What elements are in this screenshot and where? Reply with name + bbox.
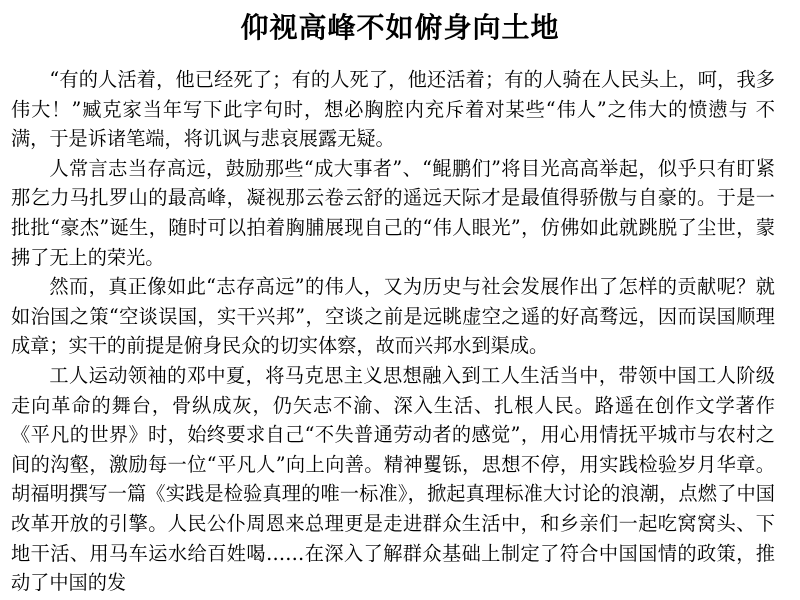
article-title: 仰视高峰不如俯身向土地 bbox=[240, 11, 560, 44]
article-body bbox=[11, 65, 775, 598]
paragraph-3: 然而，真正像如此“志存高远”的伟人，又为历史与社会发展作出了怎样的贡献呢？就如治国之策“空谈误国，实干兴邦”，空谈之前是远眺虚空之遥的好高骛远，因而误国顺理成章；实干的前提是俯身民众的切实体察，故而兴邦水到渠成。 bbox=[11, 275, 775, 358]
paragraph-4: 工人运动领袖的邓中夏，将马克思主义思想融入到工人生活当中，带领中国工人阶级走向革命的舞台，骨纵成灰，仍矢志不渝、深入生活、扎根人民。路遥在创作文学著作《平凡的世界》时，始终要求自己“不失普通劳动者的感觉”，用心用情抚平城市与农村之间的沟壑，激励每一位“平凡人”向上向善。精神矍铄，思想不停，用实践检验岁月华章。胡福明撰写一篇《实践是检验真理的唯一标准》，掀起真理标准大讨论的浪潮，点燃了中国改革开放的引擎。人民公仆周恩来总理更是走进群众生活中，和乡亲们一起吃窝窝头、下地干活、用马车运水给百姓喝……在深入了解群众基础上制定了符合中国国情的政策，推动了中国的发 bbox=[11, 363, 775, 595]
paragraph-1: “有的人活着，他已经死了；有的人死了，他还活着；有的人骑在人民头上，呵，我多伟大！”臧克家当年写下此字句时，想必胸腔内充斥着对某些“伟人”之伟大的愤懑与 不满，于是诉诸笔端，将讥讽与悲哀展露无疑。 bbox=[11, 68, 775, 151]
paragraph-2: 人常言志当存高远，鼓励那些“成大事者”、“鲲鹏们”将目光高高举起，似乎只有盯紧那乞力马扎罗山的最高峰，凝视那云卷云舒的遥远天际才是最值得骄傲与自豪的。于是一批批“豪杰”诞生，随时可以拍着胸脯展现自己的“伟人眼光”，仿佛如此就跳脱了尘世，蒙拂了无上的荣光。 bbox=[11, 156, 775, 269]
